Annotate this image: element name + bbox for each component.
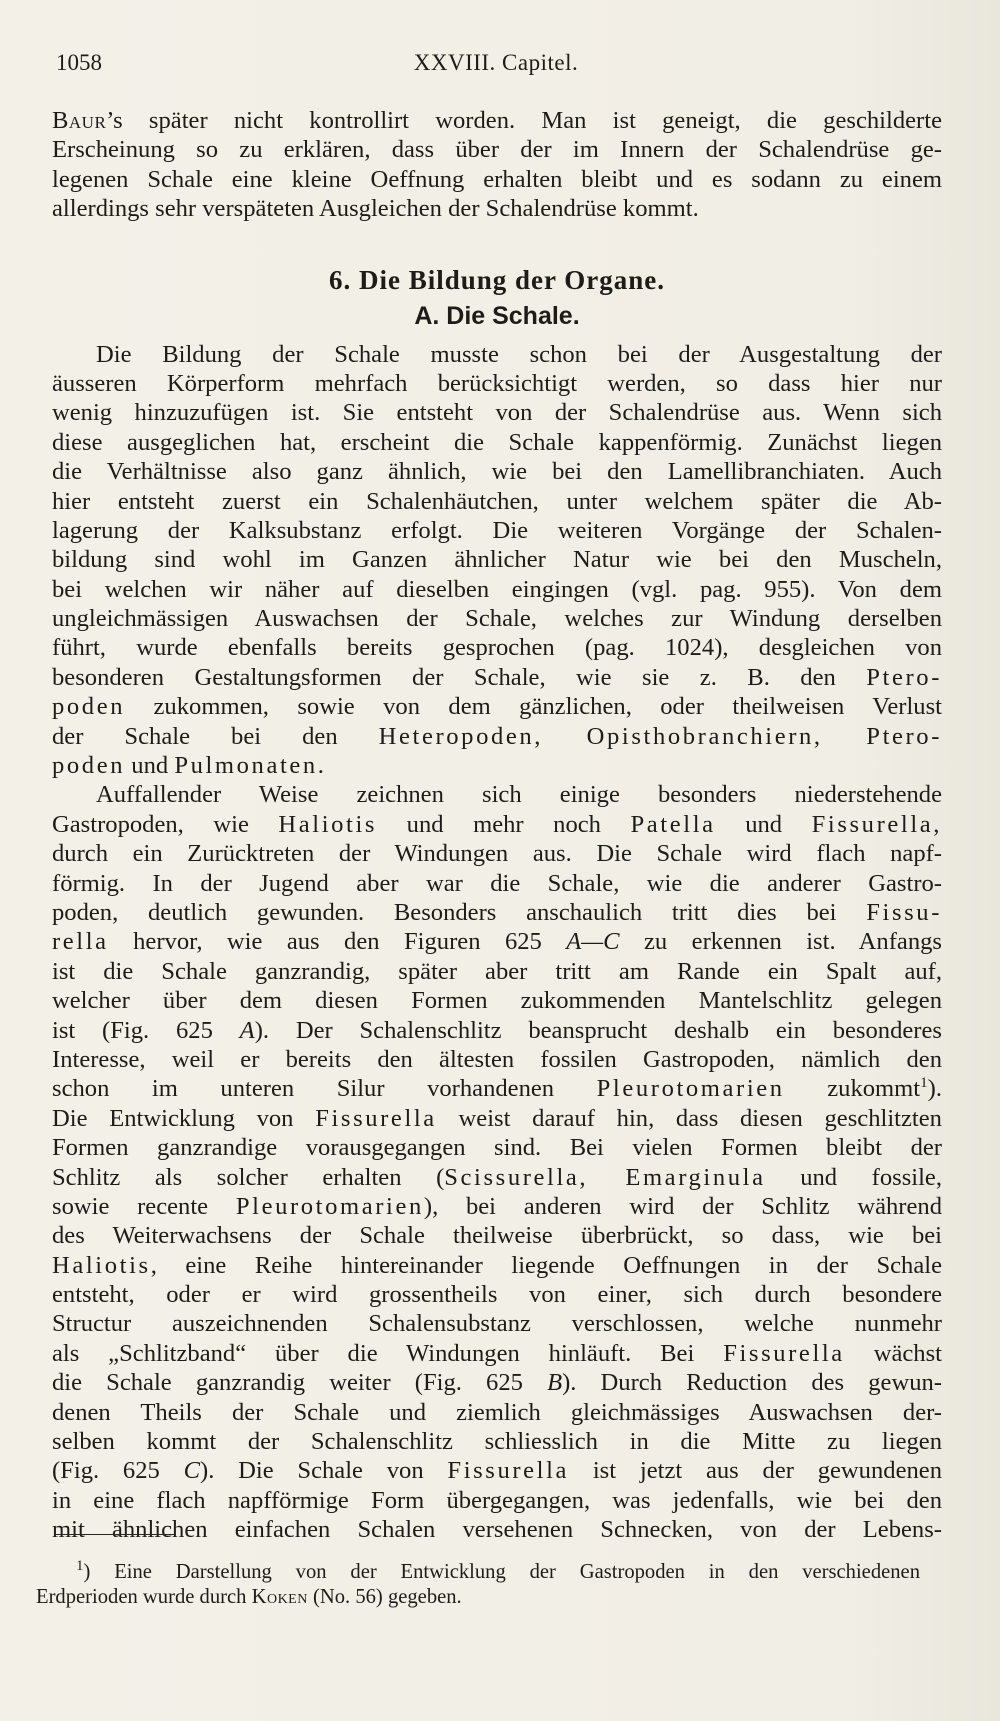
text-line: Die Bildung der Schale musste schon bei der Ausgestaltung der [96, 340, 942, 368]
footnote-marker[interactable]: 1 [920, 1075, 928, 1092]
text-line: poden und Pulmonaten. [52, 752, 327, 780]
author-name: Baur [52, 107, 107, 134]
text-line: welcher über dem diesen Formen zukommenden Mantelschlitz gelegen [52, 987, 942, 1015]
page-header [56, 50, 936, 84]
taxon-name: Patella [630, 810, 716, 838]
taxon-name: Scissurella, Emarginula [444, 1163, 766, 1191]
taxon-name: Haliotis [278, 810, 378, 838]
figure-ref: C [183, 1457, 201, 1485]
text-line: Erscheinung so zu erklären, dass über der im Innern der Schalendrüse ge- [52, 136, 942, 164]
taxon-name: Pulmonaten. [174, 752, 327, 780]
text-line: wenig hinzuzufügen ist. Sie entsteht von der Schalendrüse aus. Wenn sich [52, 399, 942, 427]
text-line: hier entsteht zuerst ein Schalenhäutchen, unter welchem später die Ab- [52, 487, 942, 515]
text-line: rella hervor, wie aus den Figuren 625 A—C zu erkennen ist. Anfangs [52, 928, 943, 956]
taxon-name: Fissurella [315, 1104, 437, 1132]
text-line: bildung sind wohl im Ganzen ähnlicher Natur wie bei den Muscheln, [52, 546, 942, 574]
text-line: poden zukommen, sowie von dem gänzlichen, oder theilweisen Verlust [52, 693, 942, 721]
footnote-rule [56, 1534, 174, 1535]
text-line: Die Entwicklung von Fissurella weist darauf hin, dass diesen geschlitzten [52, 1104, 942, 1132]
figure-ref: B [547, 1369, 563, 1397]
text-line: mit ähnlichen einfachen Schalen versehenen Schnecken, von der Lebens- [52, 1516, 942, 1544]
footnote-marker: 1 [76, 1558, 84, 1575]
taxon-name: Heteropoden, Opisthobranchiern, Ptero- [378, 722, 942, 750]
text-line: als „Schlitzband“ über die Windungen hinläuft. Bei Fissurella wächst [52, 1339, 942, 1367]
text-line: die Schale ganzrandig weiter (Fig. 625 B). Durch Reduction des gewun- [52, 1369, 942, 1397]
text-line: Schlitz als solcher erhalten (Scissurella, Emarginula und fossile, [52, 1163, 942, 1191]
taxon-name: Haliotis [52, 1251, 151, 1279]
footnote [36, 1560, 920, 1610]
text-line: ist (Fig. 625 A). Der Schalenschlitz beansprucht deshalb ein besonderes [52, 1016, 942, 1044]
text-line: poden, deutlich gewunden. Besonders anschaulich tritt dies bei Fissu- [52, 898, 942, 926]
text-line: förmig. In der Jugend aber war die Schale, wie die anderer Gastro- [52, 869, 942, 897]
text-line: denen Theils der Schale und ziemlich gleichmässiges Auswachsen der- [52, 1398, 942, 1426]
taxon-name: Pleurotomarien [596, 1075, 785, 1103]
taxon-name: Pleurotomarien [235, 1192, 424, 1220]
text-line: Gastropoden, wie Haliotis und mehr noch Patella und Fissurella, [52, 810, 943, 838]
taxon-name: Fissurella [723, 1339, 845, 1367]
page-number: 1058 [56, 50, 102, 75]
taxon-name: Ptero- [866, 663, 942, 691]
taxon-name: rella [52, 928, 109, 956]
taxon-name: Fissu- [866, 898, 942, 926]
text-line: lagerung der Kalksubstanz erfolgt. Die weiteren Vorgänge der Schalen- [52, 516, 942, 544]
text-line: entsteht, oder er wird grossentheils von einer, sich durch besondere [52, 1281, 942, 1309]
text-line: ist die Schale ganzrandig, später aber tritt am Rande ein Spalt auf, [52, 957, 942, 985]
running-head: XXVIII. Capitel. [413, 50, 579, 75]
author-name: Koken [251, 1586, 308, 1608]
taxon-name: poden [52, 752, 126, 780]
footnote-line: Erdperioden wurde durch Koken (No. 56) gegeben. [36, 1586, 462, 1608]
text-line: sowie recente Pleurotomarien), bei anderen wird der Schlitz während [52, 1192, 942, 1220]
text-line: der Schale bei den Heteropoden, Opisthobranchiern, Ptero- [52, 722, 942, 750]
text-line: Structur auszeichnenden Schalensubstanz verschlossen, welche nunmehr [52, 1310, 942, 1338]
section-heading: 6. Die Bildung der Organe. [328, 264, 666, 295]
taxon-name: poden [52, 693, 126, 721]
text-line: Formen ganzrandige vorausgegangen sind. Bei vielen Formen bleibt der [52, 1134, 942, 1162]
text-line: äusseren Körperform mehrfach berücksichtigt werden, so dass hier nur [52, 369, 942, 397]
text-line: legenen Schale eine kleine Oeffnung erhalten bleibt und es sodann zu einem [52, 165, 942, 193]
taxon-name: Fissurella, [811, 810, 943, 838]
figure-ref: A—C [566, 928, 620, 956]
body-text [52, 106, 942, 1545]
text-line: bei welchen wir näher auf dieselben eingingen (vgl. pag. 955). Von dem [52, 575, 942, 603]
text-line: allerdings sehr verspäteten Ausgleichen der Schalendrüse kommt. [52, 195, 699, 223]
text-line: besonderen Gestaltungsformen der Schale, wie sie z. B. den Ptero- [52, 663, 942, 691]
text-line: Haliotis, eine Reihe hintereinander liegende Oeffnungen in der Schale [52, 1251, 942, 1279]
text-line: des Weiterwachsens der Schale theilweise überbrückt, so dass, wie bei [52, 1222, 942, 1250]
text-line: Interesse, weil er bereits den ältesten fossilen Gastropoden, nämlich den [52, 1045, 942, 1073]
text-line: (Fig. 625 C). Die Schale von Fissurella ist jetzt aus der gewundenen [52, 1457, 942, 1485]
text-line: selben kommt der Schalenschlitz schliesslich in die Mitte zu liegen [52, 1428, 942, 1456]
text-line: schon im unteren Silur vorhandenen Pleurotomarien zukommt$^1$). [52, 1075, 942, 1103]
text-line: in eine flach napfförmige Form übergegangen, was jedenfalls, wie bei den [52, 1486, 942, 1514]
text-line: führt, wurde ebenfalls bereits gesprochen (pag. 1024), desgleichen von [52, 634, 942, 662]
text-line: Baur’s später nicht kontrollirt worden. Man ist geneigt, die geschilderte [52, 107, 942, 134]
figure-ref: A [239, 1016, 255, 1044]
subsection-heading: A. Die Schale. [414, 301, 580, 330]
text-line: Auffallender Weise zeichnen sich einige besonders niederstehende [96, 781, 942, 809]
text-line: durch ein Zurücktreten der Windungen aus. Die Schale wird flach napf- [52, 840, 942, 868]
text-line: ungleichmässigen Auswachsen der Schale, welches zur Windung derselben [52, 605, 942, 633]
text-line: die Verhältnisse also ganz ähnlich, wie bei den Lamellibranchiaten. Auch [52, 458, 942, 486]
text-line: diese ausgeglichen hat, erscheint die Schale kappenförmig. Zunächst liegen [52, 428, 942, 456]
footnote-line: $^1$) Eine Darstellung von der Entwicklung der Gastropoden in den verschiedenen [76, 1558, 920, 1583]
taxon-name: Fissurella [447, 1457, 570, 1485]
